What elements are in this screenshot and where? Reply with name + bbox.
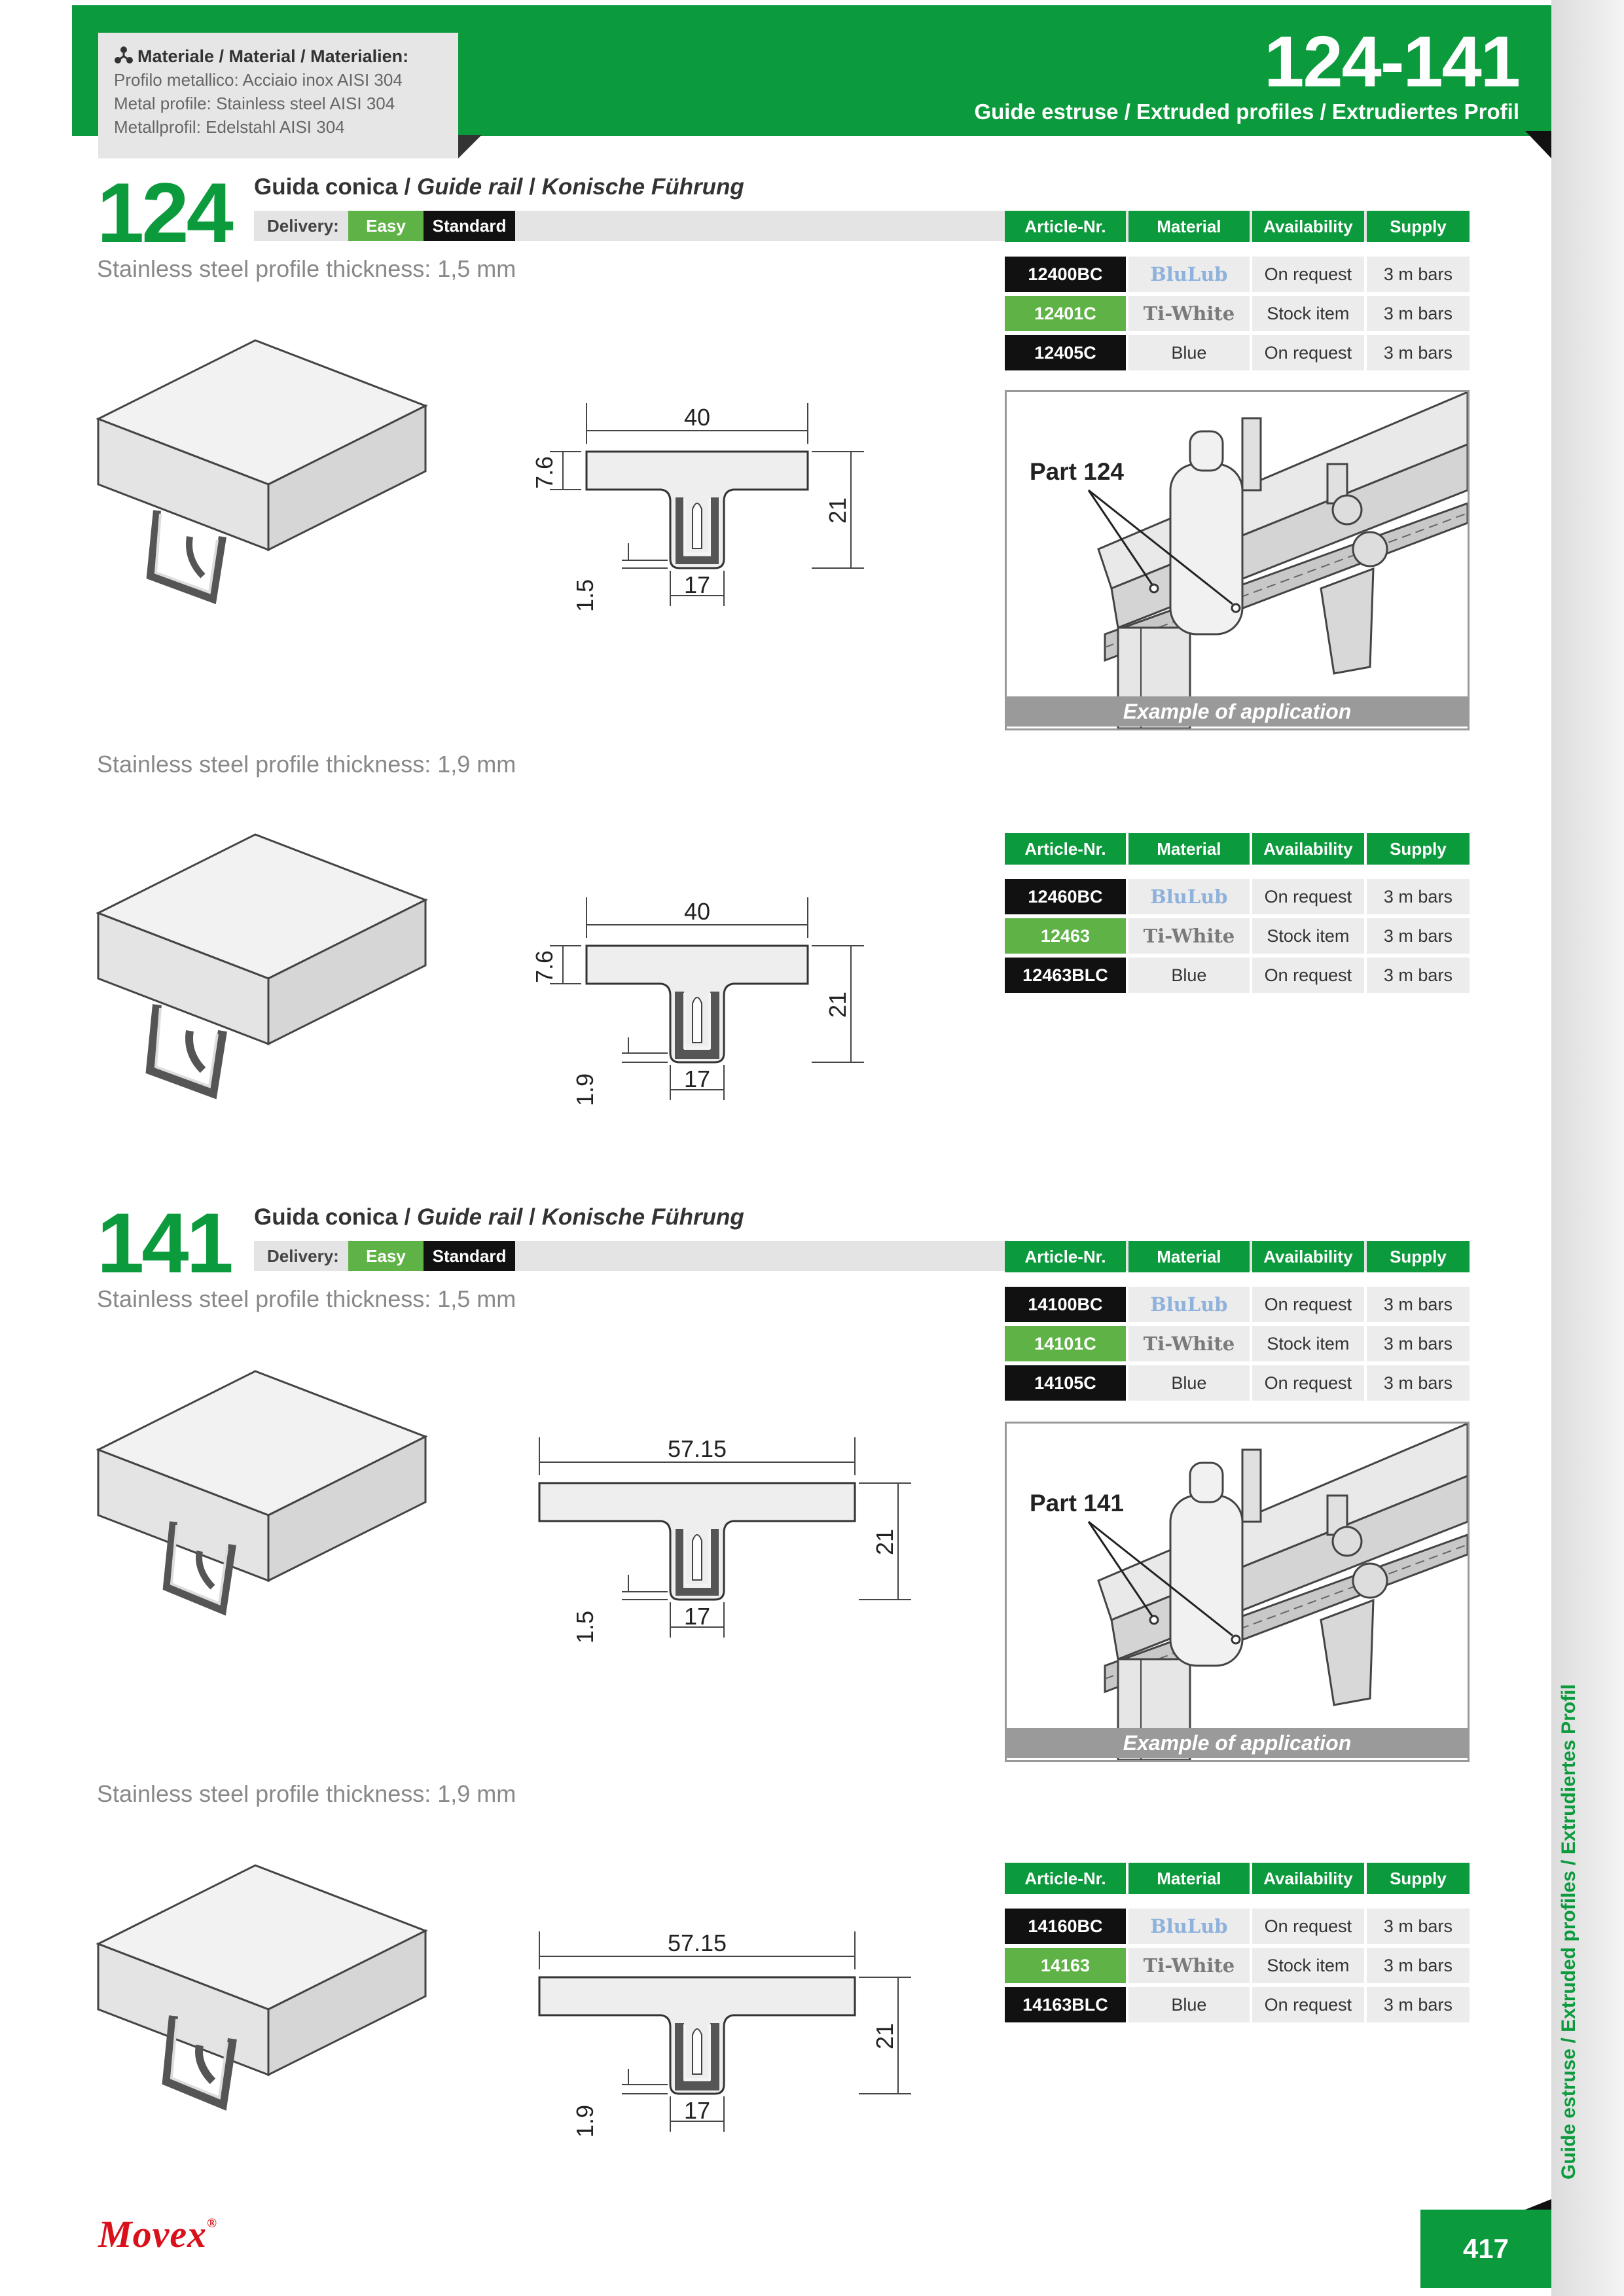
dim-height: 21	[871, 2022, 898, 2050]
supply-cell: 3 m bars	[1367, 1909, 1470, 1944]
material-cell: Blue	[1128, 1365, 1250, 1401]
delivery-easy-badge: Easy	[348, 1241, 424, 1271]
supply-cell: 3 m bars	[1367, 296, 1470, 331]
header-availability: Availability	[1252, 833, 1364, 865]
header-supply: Supply	[1367, 1241, 1470, 1272]
dim-wall: 1.9	[571, 1073, 598, 1107]
header-material: Material	[1128, 1241, 1250, 1272]
profile-section-drawing	[524, 893, 890, 1116]
supply-cell: 3 m bars	[1367, 879, 1470, 914]
isometric-profile-drawing	[92, 1365, 445, 1640]
dim-base: 17	[683, 1603, 711, 1630]
dim-base: 17	[683, 1066, 711, 1092]
dim-wall: 1.5	[571, 579, 598, 613]
header-material: Material	[1128, 211, 1250, 242]
machine-illustration	[1007, 1424, 1468, 1760]
material-box	[98, 33, 458, 158]
header-corner	[1525, 131, 1551, 158]
thickness-label: Stainless steel profile thickness: 1,9 mm	[97, 1780, 516, 1807]
material-cell: BluLub	[1128, 1909, 1250, 1944]
title-it: Guida conica	[254, 174, 398, 200]
table-row	[1005, 958, 1470, 993]
supply-cell: 3 m bars	[1367, 1365, 1470, 1401]
dim-height: 21	[824, 991, 851, 1018]
availability-cell: On request	[1252, 879, 1364, 914]
machine-illustration	[1007, 392, 1468, 728]
thickness-label: Stainless steel profile thickness: 1,5 mm	[97, 255, 516, 282]
supply-cell: 3 m bars	[1367, 335, 1470, 370]
header-article: Article-Nr.	[1005, 1863, 1126, 1894]
dim-height: 21	[871, 1528, 898, 1556]
supply-cell: 3 m bars	[1367, 1287, 1470, 1322]
availability-cell: Stock item	[1252, 296, 1364, 331]
dim-width: 40	[683, 898, 711, 925]
header-article: Article-Nr.	[1005, 1241, 1126, 1272]
availability-cell: On request	[1252, 958, 1364, 993]
table-row	[1005, 335, 1470, 370]
header-supply: Supply	[1367, 211, 1470, 242]
dim-top-thickness: 7.6	[531, 950, 558, 984]
section-title: Guida conica / Guide rail / Konische Führung	[254, 174, 744, 200]
table-row	[1005, 1287, 1470, 1322]
dim-width: 40	[683, 404, 711, 431]
material-corner	[458, 135, 482, 158]
delivery-label: Delivery:	[267, 216, 339, 236]
material-cell: Blue	[1128, 1987, 1250, 2022]
dim-top-thickness: 7.6	[531, 456, 558, 490]
material-cell: BluLub	[1128, 879, 1250, 914]
dim-wall: 1.5	[571, 1610, 598, 1644]
availability-cell: On request	[1252, 1287, 1364, 1322]
title-en: Guide rail	[416, 1204, 523, 1230]
supply-cell: 3 m bars	[1367, 958, 1470, 993]
material-title-text: Materiale / Material / Materialien:	[137, 46, 409, 66]
material-line: Metal profile: Stainless steel AISI 304	[114, 94, 395, 113]
header-material: Material	[1128, 1863, 1250, 1894]
article-number: 14163BLC	[1005, 1987, 1126, 2022]
table-row	[1005, 296, 1470, 331]
supply-cell: 3 m bars	[1367, 257, 1470, 292]
title-en: Guide rail	[416, 174, 523, 200]
table-header	[1005, 833, 1470, 865]
article-number: 12463BLC	[1005, 958, 1126, 993]
article-table	[1005, 833, 1470, 993]
article-number: 14163	[1005, 1948, 1126, 1983]
table-row	[1005, 1987, 1470, 2022]
article-number: 12400BC	[1005, 257, 1126, 292]
article-number: 12460BC	[1005, 879, 1126, 914]
availability-cell: Stock item	[1252, 1948, 1364, 1983]
material-cell: Ti-White	[1128, 296, 1250, 331]
table-row	[1005, 1326, 1470, 1361]
movex-logo	[98, 2212, 217, 2256]
part-label: Part 141	[1030, 1490, 1124, 1516]
profile-section-drawing	[524, 399, 890, 622]
page-number: 417	[1462, 2233, 1509, 2264]
application-caption: Example of application	[1005, 696, 1470, 726]
dim-base: 17	[683, 571, 711, 598]
table-header	[1005, 1241, 1470, 1272]
article-number: 12401C	[1005, 296, 1126, 331]
title-it: Guida conica	[254, 1204, 398, 1230]
isometric-profile-drawing	[92, 334, 445, 609]
header-article: Article-Nr.	[1005, 833, 1126, 865]
table-header	[1005, 211, 1470, 242]
profile-section-drawing	[524, 1928, 929, 2144]
header-supply: Supply	[1367, 1863, 1470, 1894]
brand-name: Movex	[98, 2213, 208, 2255]
delivery-standard-badge: Standard	[424, 211, 515, 241]
range-title: 124-141	[1264, 22, 1519, 102]
article-number: 12463	[1005, 918, 1126, 954]
material-cell: BluLub	[1128, 1287, 1250, 1322]
material-cell: Ti-White	[1128, 1326, 1250, 1361]
page-number-corner	[1525, 2199, 1551, 2210]
dim-width: 57.15	[667, 1929, 727, 1956]
availability-cell: On request	[1252, 1909, 1364, 1944]
supply-cell: 3 m bars	[1367, 1948, 1470, 1983]
sidebar-text: Guide estruse / Extruded profiles / Extrudiertes Profil	[1558, 1684, 1579, 2179]
material-cell: Blue	[1128, 958, 1250, 993]
dim-wall: 1.9	[571, 2104, 598, 2138]
title-de: Konische Führung	[541, 174, 744, 200]
delivery-label: Delivery:	[267, 1246, 339, 1266]
part-label: Part 124	[1030, 458, 1124, 485]
header-supply: Supply	[1367, 833, 1470, 865]
thickness-label: Stainless steel profile thickness: 1,5 mm	[97, 1285, 516, 1312]
profile-section-drawing	[524, 1433, 929, 1649]
table-row	[1005, 1365, 1470, 1401]
table-row	[1005, 1909, 1470, 1944]
table-row	[1005, 879, 1470, 914]
header-material: Material	[1128, 833, 1250, 865]
dim-base: 17	[683, 2097, 711, 2124]
header-availability: Availability	[1252, 211, 1364, 242]
application-photo	[1005, 1422, 1470, 1762]
dim-width: 57.15	[667, 1435, 727, 1462]
article-number: 14100BC	[1005, 1287, 1126, 1322]
application-caption: Example of application	[1005, 1728, 1470, 1758]
material-cell: Blue	[1128, 335, 1250, 370]
header-availability: Availability	[1252, 1863, 1364, 1894]
material-line: Metallprofil: Edelstahl AISI 304	[114, 117, 345, 137]
table-row	[1005, 918, 1470, 954]
availability-cell: On request	[1252, 257, 1364, 292]
availability-cell: On request	[1252, 335, 1364, 370]
material-title	[114, 45, 442, 68]
availability-cell: Stock item	[1252, 1326, 1364, 1361]
availability-cell: Stock item	[1252, 918, 1364, 954]
supply-cell: 3 m bars	[1367, 1326, 1470, 1361]
material-cell: Ti-White	[1128, 918, 1250, 954]
header-article: Article-Nr.	[1005, 211, 1126, 242]
article-table	[1005, 1863, 1470, 2022]
header-availability: Availability	[1252, 1241, 1364, 1272]
table-row	[1005, 1948, 1470, 1983]
availability-cell: On request	[1252, 1365, 1364, 1401]
application-photo	[1005, 390, 1470, 730]
section-number: 141	[97, 1195, 231, 1291]
table-row	[1005, 257, 1470, 292]
title-de: Konische Führung	[541, 1204, 744, 1230]
isometric-profile-drawing	[92, 828, 445, 1103]
article-number: 14101C	[1005, 1326, 1126, 1361]
registered-mark: ®	[207, 2216, 218, 2231]
range-subtitle: Guide estruse / Extruded profiles / Extrudiertes Profil	[974, 99, 1519, 124]
article-table	[1005, 211, 1470, 370]
article-table	[1005, 1241, 1470, 1401]
section-number: 124	[97, 165, 231, 260]
isometric-profile-drawing	[92, 1859, 445, 2134]
thickness-label: Stainless steel profile thickness: 1,9 mm	[97, 751, 516, 778]
dim-height: 21	[824, 497, 851, 524]
article-number: 12405C	[1005, 335, 1126, 370]
fan-icon	[114, 46, 134, 65]
section-title: Guida conica / Guide rail / Konische Führung	[254, 1204, 744, 1230]
article-number: 14105C	[1005, 1365, 1126, 1401]
supply-cell: 3 m bars	[1367, 1987, 1470, 2022]
availability-cell: On request	[1252, 1987, 1364, 2022]
material-cell: Ti-White	[1128, 1948, 1250, 1983]
table-header	[1005, 1863, 1470, 1894]
material-line: Profilo metallico: Acciaio inox AISI 304	[114, 70, 403, 90]
delivery-easy-badge: Easy	[348, 211, 424, 241]
delivery-standard-badge: Standard	[424, 1241, 515, 1271]
material-cell: BluLub	[1128, 257, 1250, 292]
article-number: 14160BC	[1005, 1909, 1126, 1944]
supply-cell: 3 m bars	[1367, 918, 1470, 954]
